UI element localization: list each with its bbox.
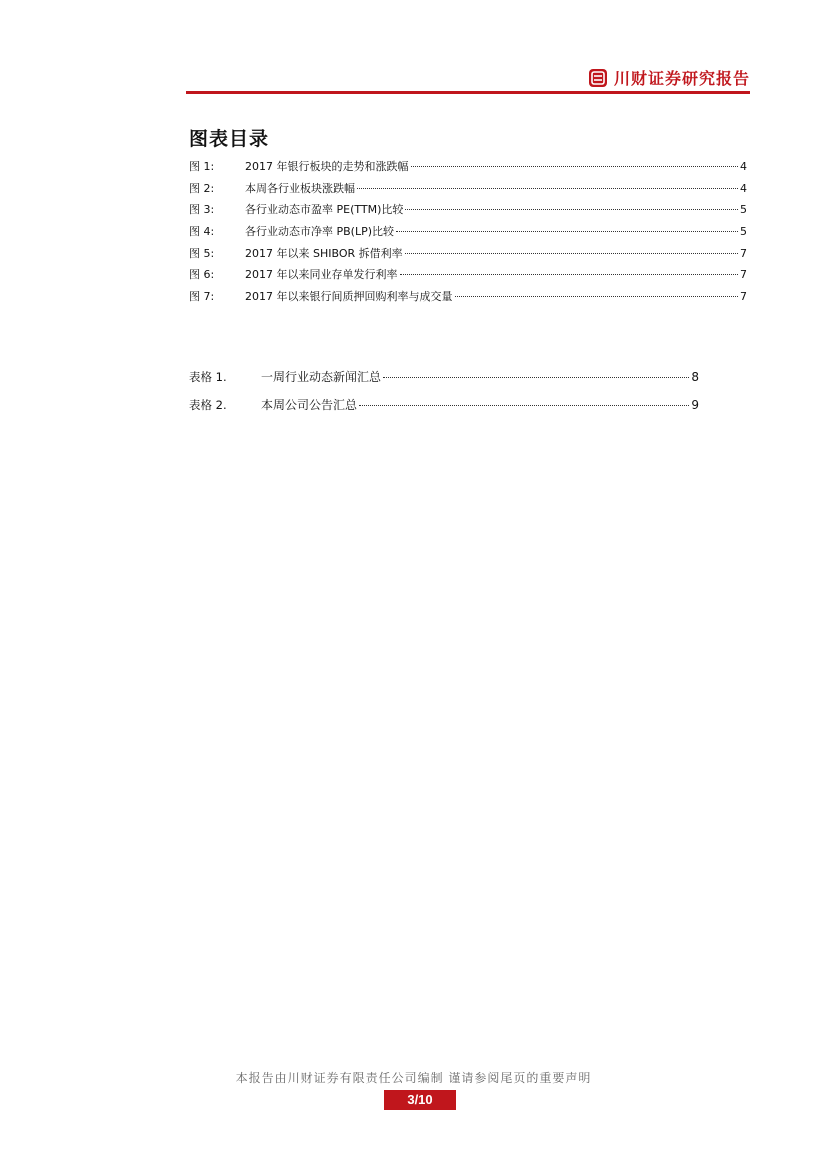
dot-leader [396,231,738,232]
toc-entry-label: 图 4: [189,225,215,239]
toc-entry-page: 5 [740,203,747,217]
table-list [189,368,699,424]
brand-name: 川财证券研究报告 [613,69,750,88]
toc-entry-label: 表格 2. [189,398,227,412]
toc-entry-page: 5 [740,225,747,239]
toc-entry-text[interactable]: 各行业动态市盈率 PE(TTM)比较 [245,203,404,217]
toc-entry-label: 图 7: [189,290,215,304]
toc-title: 图表目录 [189,128,270,150]
toc-entry-page: 9 [691,398,699,412]
toc-entry-figure-6[interactable] [189,266,747,288]
toc-entry-text[interactable]: 2017 年以来 SHIBOR 拆借利率 [245,246,403,260]
figure-list [189,158,747,310]
toc-entry-table-1[interactable] [189,368,699,396]
toc-entry-label: 图 2: [189,181,215,195]
toc-entry-label: 图 5: [189,246,215,260]
dot-leader [400,274,739,275]
toc-entry-text[interactable]: 本周各行业板块涨跌幅 [245,181,355,195]
toc-entry-figure-5[interactable] [189,245,747,267]
toc-entry-label: 图 6: [189,268,215,282]
toc-entry-text[interactable]: 2017 年银行板块的走势和涨跌幅 [245,160,409,173]
dot-leader [405,209,738,210]
dot-leader [455,296,739,297]
toc-entry-table-2[interactable] [189,396,699,424]
dot-leader [359,405,689,406]
toc-entry-text[interactable]: 本周公司公告汇总 [261,398,358,412]
brand [588,66,750,89]
toc-entry-text[interactable]: 一周行业动态新闻汇总 [261,370,382,384]
toc-entry-label: 表格 1. [189,370,227,384]
toc-entry-label: 图 3: [189,203,215,217]
toc-entry-figure-1[interactable] [189,158,747,180]
footer-disclaimer: 本报告由川财证券有限责任公司编制 谨请参阅尾页的重要声明 [235,1071,592,1085]
toc-entry-page: 8 [691,370,699,384]
page-number: 3/10 [384,1090,456,1110]
toc-entry-page: 7 [740,268,747,282]
toc-entry-figure-3[interactable] [189,201,747,223]
toc-entry-page: 4 [740,181,747,195]
cczq-logo-icon [588,68,608,88]
dot-leader [383,377,689,378]
toc-entry-figure-4[interactable] [189,223,747,245]
toc-entry-figure-7[interactable] [189,288,747,310]
toc-entry-text[interactable]: 2017 年以来银行间质押回购利率与成交量 [245,290,453,304]
toc-entry-figure-2[interactable] [189,180,747,202]
dot-leader [357,188,738,189]
toc-entry-text[interactable]: 各行业动态市净率 PB(LP)比较 [245,225,395,239]
toc-entry-page: 7 [740,246,747,260]
dot-leader [405,253,738,254]
toc-entry-page: 7 [740,290,747,304]
header-divider [186,91,750,94]
toc-entry-label: 图 1: [189,160,215,173]
toc-entry-page: 4 [740,160,747,173]
page-header [186,66,750,96]
dot-leader [411,166,739,167]
toc-entry-text[interactable]: 2017 年以来同业存单发行利率 [245,268,398,282]
